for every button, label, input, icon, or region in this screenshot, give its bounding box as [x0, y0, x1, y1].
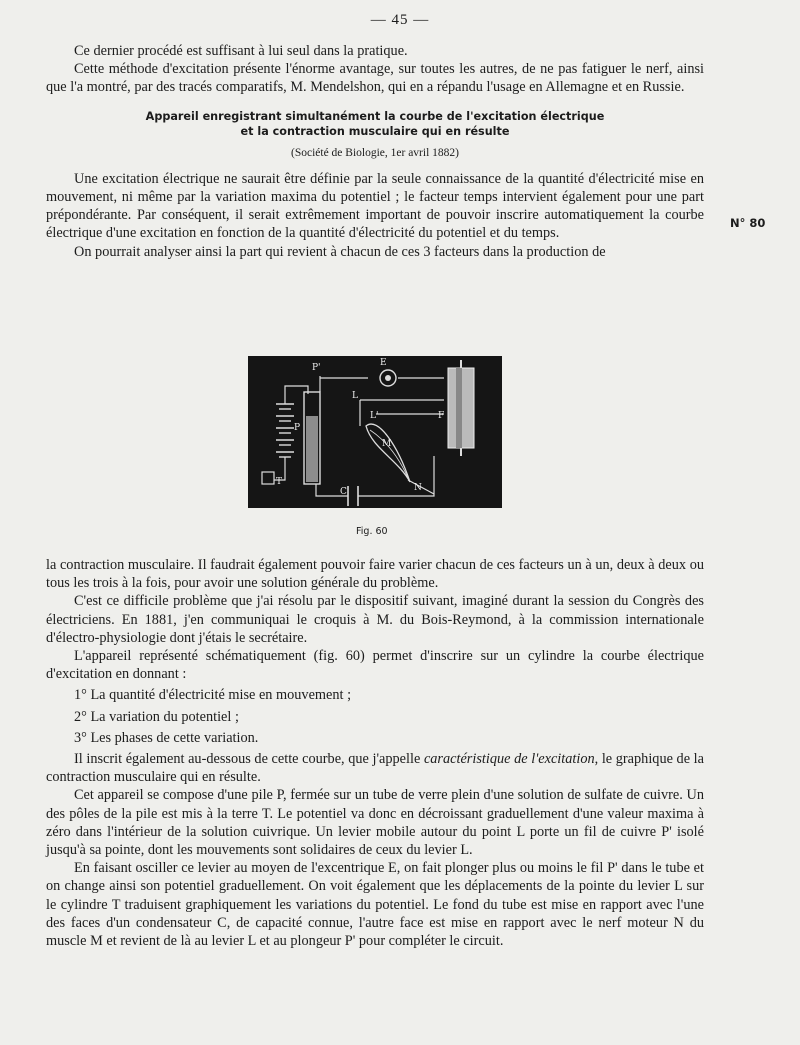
label-t: T: [276, 477, 283, 487]
paragraph: Ce dernier procédé est suffisant à lui seul dans la pratique.: [74, 43, 408, 59]
label-l-prime: L': [370, 411, 379, 421]
paragraph: L'appareil représenté schématiquement (fig. 60) permet d'inscrire sur un cylindre la courbe électrique d'excitation en donnant :: [46, 648, 704, 683]
label-c: C: [340, 487, 347, 497]
text-block-bottom: [46, 556, 704, 950]
paragraph: Il inscrit également au-dessous de cette courbe, que j'appelle caractéristique de l'excitation, le graphique de la contraction musculaire qui en résulte.: [46, 751, 704, 786]
paragraph: C'est ce difficile problème que j'ai résolu par le dispositif suivant, imaginé durant la session du Congrès des électriciens. En 1881, j'en communiquai le croquis à M. du Bois-Reymond, à la commission internationale d'électro-physiologie dont j'étais le secrétaire.: [46, 593, 704, 646]
list-item: 3° Les phases de cette variation.: [74, 729, 259, 746]
label-n: N: [414, 483, 422, 493]
list-item: 1° La quantité d'électricité mise en mouvement ;: [74, 687, 352, 704]
source-citation: (Société de Biologie, 1er avril 1882): [291, 146, 459, 159]
paragraph: la contraction musculaire. Il faudrait également pouvoir faire varier chacun de ces facteurs un à un, deux à deux ou tous les trois à la fois, pour avoir une solution générale du problème.: [46, 557, 704, 592]
text-block-top: [46, 42, 704, 261]
figure-apparatus-diagram: [248, 356, 502, 508]
enumerated-list: [46, 686, 704, 747]
recording-cylinder: [448, 360, 474, 456]
paragraph: On pourrait analyser ainsi la part qui revient à chacun de ces 3 facteurs dans la production de: [74, 243, 606, 260]
emphasis: caractéristique de l'excitation: [423, 751, 595, 768]
list-item: 2° La variation du potentiel ;: [74, 708, 239, 725]
label-p: P: [294, 423, 301, 433]
page-number: — 45 —: [370, 12, 430, 28]
paragraph: Cette méthode d'excitation présente l'énorme avantage, sur toutes les autres, de ne pas fatiguer le nerf, ainsi que l'a montré, par des tracés comparatifs, M. Mendelshon, qui en a répandu l'usage en Allemagne et en Russie.: [46, 61, 704, 96]
label-l: L: [352, 391, 358, 401]
paragraph: Une excitation électrique ne saurait être définie par la seule connaissance de la quantité d'électricité mise en mouvement, ni même par la variation maxima du potentiel ; le facteur temps intervient également pour une part prépondérante. Par conséquent, il serait extrêmement important de pouvoir inscrire automatiquement la courbe électrique d'une excitation en fonction de la quantité d'électricité du potentiel et du temps.: [46, 170, 704, 242]
figure-caption: Fig. 60: [356, 526, 388, 537]
section-heading: Appareil enregistrant simultanément la courbe de l'excitation électrique: [145, 109, 605, 123]
paragraph: Cet appareil se compose d'une pile P, fermée sur un tube de verre plein d'une solution de sulfate de cuivre. Un des pôles de la pile est mis à la terre T. Le potentiel va donc en décroissant graduellement d'une valeur maxima à zéro dans l'intérieur de la solution cuivrique. Un levier mobile autour du point L porte un fil de cuivre P' isolé jusqu'à sa pointe, dont les mouvements sont solidaires de ceux du levier L.: [46, 787, 704, 859]
section-heading-line2: et la contraction musculaire qui en résulte: [240, 124, 510, 138]
label-p-prime: P': [312, 363, 321, 373]
label-f: F: [438, 411, 445, 421]
margin-number: N° 80: [730, 216, 766, 230]
paragraph: En faisant osciller ce levier au moyen de l'excentrique E, on fait plonger plus ou moins le fil P' dans le tube et on change ainsi son potentiel graduellement. On voit également que les déplacements de la pointe du levier L sur le cylindre T traduisent graphiquement les variations du potentiel. Le fond du tube est mise en rapport avec l'une des faces d'un condensateur C, de capacité connue, l'autre face est mise en rapport avec le nerf moteur N du muscle M et revient de là au levier L et au plongeur P' pour compléter le circuit.: [46, 860, 704, 950]
label-m: M: [382, 439, 392, 449]
label-e: E: [380, 358, 387, 368]
